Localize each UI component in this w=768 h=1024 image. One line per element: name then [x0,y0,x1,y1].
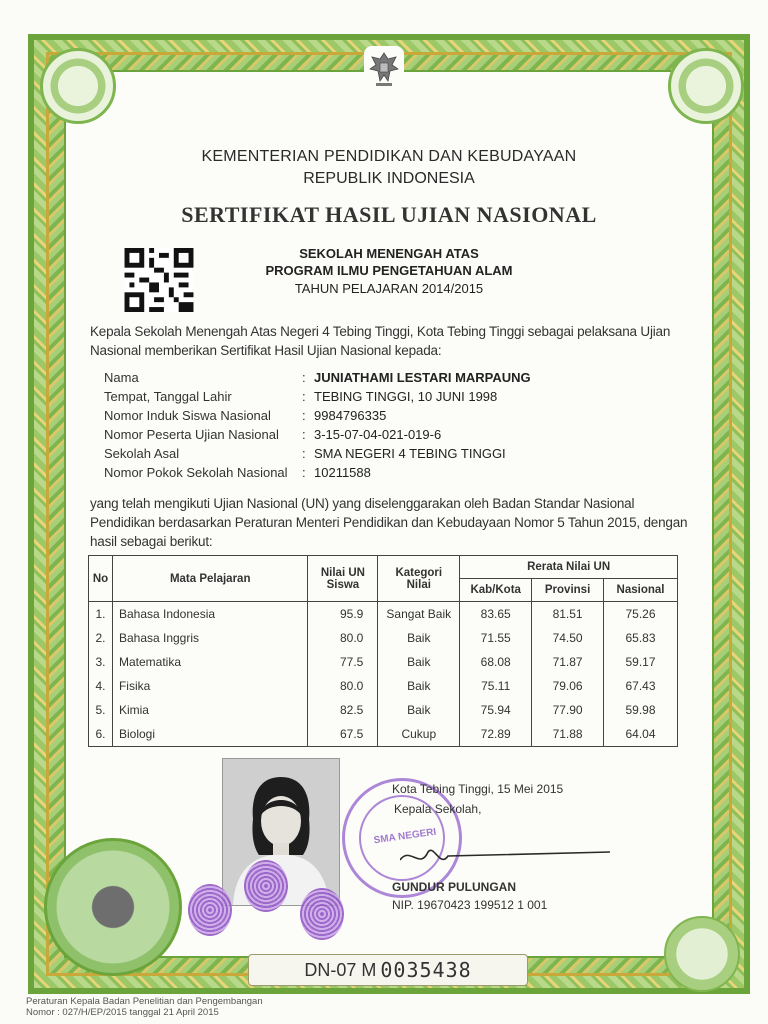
outro-paragraph: yang telah mengikuti Ujian Nasional (UN) yang diselenggarakan oleh Badan Standar Nasional Pendidikan berdasarkan Peraturan Menteri Pendidikan dan Kebudayaan Nomor 5 Tahun 2015, dengan hasil sebagai berikut: [90,496,688,549]
corner-ornament-top-left [40,48,116,124]
row-score: 95.9 [308,602,378,627]
stamp-label: SMA NEGERI [373,826,437,847]
ministry-seal-icon [44,838,182,976]
row-city: 75.94 [460,698,532,722]
row-city: 75.11 [460,674,532,698]
serial-code: DN-07 M [304,959,377,980]
table-row [89,722,678,747]
student-name: JUNIATHAMI LESTARI MARPAUNG [314,370,531,385]
info-label: Tempat, Tanggal Lahir [104,389,232,404]
info-label: Nama [104,370,139,385]
footer-line1: Peraturan Kepala Badan Penelitian dan Pengembangan [26,996,263,1007]
header-category-line2: Nilai [406,578,431,591]
header-no: No [89,556,113,602]
header-score-line2: Siswa [326,578,360,591]
grades-table [88,555,678,747]
corner-seal-icon [664,916,740,992]
row-category: Baik [378,650,460,674]
footer-line2: Nomor : 027/H/EP/2015 tanggal 21 April 2015 [26,1007,219,1018]
row-national: 75.26 [604,602,678,627]
info-separator: : [302,389,306,404]
student-info [104,370,531,484]
table-row [89,626,678,650]
row-score: 67.5 [308,722,378,747]
npsn-value: 10211588 [314,465,371,480]
intro-paragraph: Kepala Sekolah Menengah Atas Negeri 4 Tebing Tinggi, Kota Tebing Tinggi sebagai pelaksana Ujian Nasional memberikan Sertifikat Hasil Ujian Nasional kepada: [90,324,671,358]
header-category-line1: Kategori [395,566,443,579]
row-subject: Fisika [112,674,308,698]
table-row [89,674,678,698]
qr-code-icon [124,248,194,312]
school-value: SMA NEGERI 4 TEBING TINGGI [314,446,506,461]
header-score-line1: Nilai UN [320,566,365,579]
row-city: 83.65 [460,602,532,627]
row-no: 1. [89,602,113,627]
info-separator: : [302,408,306,423]
fingerprint-left [244,860,288,912]
fingerprint-small [188,884,232,936]
info-label: Nomor Peserta Ujian Nasional [104,427,279,442]
row-national: 59.17 [604,650,678,674]
row-city: 71.55 [460,626,532,650]
row-city: 72.89 [460,722,532,747]
row-category: Baik [378,626,460,650]
signatory-nip: NIP. 19670423 199512 1 001 [392,898,548,912]
fingerprint-right [300,888,344,940]
row-province: 74.50 [532,626,604,650]
row-province: 79.06 [532,674,604,698]
row-subject: Bahasa Indonesia [112,602,308,627]
info-label: Sekolah Asal [104,446,180,461]
academic-year: TAHUN PELAJARAN 2014/2015 [294,281,484,296]
row-score: 80.0 [308,674,378,698]
info-row-birth [104,389,531,408]
signatory-role: Kepala Sekolah, [394,802,482,816]
row-category: Cukup [378,722,460,747]
row-category: Sangat Baik [378,602,460,627]
row-national: 64.04 [604,722,678,747]
info-row-npsn [104,465,531,484]
country-name: REPUBLIK INDONESIA [303,170,475,187]
row-score: 82.5 [308,698,378,722]
info-row-nisn [104,408,531,427]
place-date: Kota Tebing Tinggi, 15 Mei 2015 [392,782,564,796]
info-row-name [104,370,531,389]
certificate-title: SERTIFIKAT HASIL UJIAN NASIONAL [181,202,597,227]
row-no: 6. [89,722,113,747]
header-average: Rerata Nilai UN [460,556,678,579]
row-no: 2. [89,626,113,650]
row-subject: Kimia [112,698,308,722]
row-province: 81.51 [532,602,604,627]
row-province: 71.87 [532,650,604,674]
corner-ornament-top-right [668,48,744,124]
header-score [308,556,378,602]
exam-number-value: 3-15-07-04-021-019-6 [314,427,442,442]
row-city: 68.08 [460,650,532,674]
row-province: 77.90 [532,698,604,722]
header-category [378,556,460,602]
row-no: 5. [89,698,113,722]
info-label: Nomor Pokok Sekolah Nasional [104,465,288,480]
info-separator: : [302,446,306,461]
row-subject: Matematika [112,650,308,674]
header-province: Provinsi [532,579,604,602]
row-no: 3. [89,650,113,674]
serial-number-box [248,954,528,986]
info-separator: : [302,427,306,442]
table-row [89,650,678,674]
program-name: PROGRAM ILMU PENGETAHUAN ALAM [265,263,513,278]
row-national: 65.83 [604,626,678,650]
info-separator: : [302,465,306,480]
ministry-name: KEMENTERIAN PENDIDIKAN DAN KEBUDAYAAN [201,148,577,165]
row-national: 59.98 [604,698,678,722]
signature-scribble-icon [400,842,610,872]
header-national: Nasional [604,579,678,602]
row-score: 80.0 [308,626,378,650]
table-row [89,602,678,627]
row-no: 4. [89,674,113,698]
school-level: SEKOLAH MENENGAH ATAS [299,246,479,261]
nisn-value: 9984796335 [314,408,387,423]
info-row-school [104,446,531,465]
row-national: 67.43 [604,674,678,698]
header-subject: Mata Pelajaran [112,556,308,602]
row-score: 77.5 [308,650,378,674]
signatory-name: GUNDUR PULUNGAN [392,880,516,894]
row-category: Baik [378,674,460,698]
row-category: Baik [378,698,460,722]
row-subject: Bahasa Inggris [112,626,308,650]
row-province: 71.88 [532,722,604,747]
birth-place-date: TEBING TINGGI, 10 JUNI 1998 [314,389,498,404]
info-separator: : [302,370,306,385]
serial-number: 0035438 [380,958,472,982]
row-subject: Biologi [112,722,308,747]
footer-regulation [26,996,263,1018]
table-row [89,698,678,722]
info-row-exam-number [104,427,531,446]
info-label: Nomor Induk Siswa Nasional [104,408,271,423]
header-city: Kab/Kota [460,579,532,602]
garuda-emblem-icon [364,46,404,92]
